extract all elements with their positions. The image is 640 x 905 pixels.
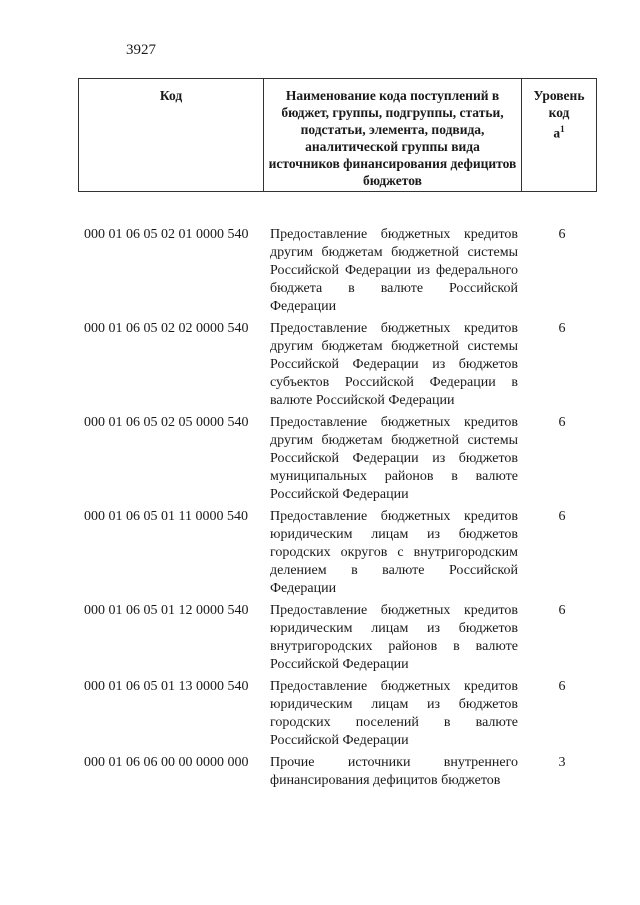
table-row [84, 414, 596, 504]
header-name: Наименование кода поступлений в бюджет, группы, подгруппы, статьи, подстатьи, элемента, подвида, аналитической группы вида источников финансирования дефицитов бюджетов [264, 79, 522, 192]
row-code: 000 01 06 06 00 00 0000 000 [84, 755, 249, 770]
row-code: 000 01 06 05 01 12 0000 540 [84, 603, 249, 618]
row-name: Предоставление бюджетных кредитов другим бюджетам бюджетной системы Российской Федерации из бюджетов субъектов Российской Федерации в валюте Российской Федерации [270, 321, 518, 408]
row-level: 6 [558, 227, 566, 242]
table-row [84, 320, 596, 410]
row-name: Предоставление бюджетных кредитов юридическим лицам из бюджетов внутригородских районов в валюте Российской Федерации [270, 603, 518, 672]
row-name: Предоставление бюджетных кредитов другим бюджетам бюджетной системы Российской Федерации из бюджетов муниципальных районов в валюте Российской Федерации [270, 415, 518, 502]
row-level: 6 [558, 321, 566, 336]
row-name: Предоставление бюджетных кредитов другим бюджетам бюджетной системы Российской Федерации из федерального бюджета в валюте Российской Федерации [270, 227, 518, 314]
row-level: 6 [558, 679, 566, 694]
row-level: 3 [558, 755, 566, 770]
table-row [84, 602, 596, 674]
row-name: Предоставление бюджетных кредитов юридическим лицам из бюджетов городских округов с внутригородским делением в валюте Российской Федерации [270, 509, 518, 596]
table-row [84, 508, 596, 598]
row-level: 6 [558, 415, 566, 430]
header-level-label: Уровень код [533, 88, 585, 120]
row-name: Предоставление бюджетных кредитов юридическим лицам из бюджетов городских поселений в валюте Российской Федерации [270, 679, 518, 748]
row-code: 000 01 06 05 02 01 0000 540 [84, 227, 249, 242]
table-body [84, 226, 596, 794]
header-level-tail: а [553, 125, 561, 141]
table-row [84, 754, 596, 790]
row-code: 000 01 06 05 02 02 0000 540 [84, 321, 249, 336]
row-name: Прочие источники внутреннего финансирования дефицитов бюджетов [270, 755, 518, 788]
row-code: 000 01 06 05 02 05 0000 540 [84, 415, 249, 430]
header-code: Код [79, 79, 264, 192]
footnote-marker: 1 [560, 124, 565, 134]
row-code: 000 01 06 05 01 13 0000 540 [84, 679, 249, 694]
table-header [78, 78, 597, 192]
page-number: 3927 [126, 42, 156, 58]
row-code: 000 01 06 05 01 11 0000 540 [84, 509, 248, 524]
row-level: 6 [558, 509, 566, 524]
table-row [84, 678, 596, 750]
table-row [84, 226, 596, 316]
row-level: 6 [558, 603, 566, 618]
header-level [522, 79, 597, 192]
